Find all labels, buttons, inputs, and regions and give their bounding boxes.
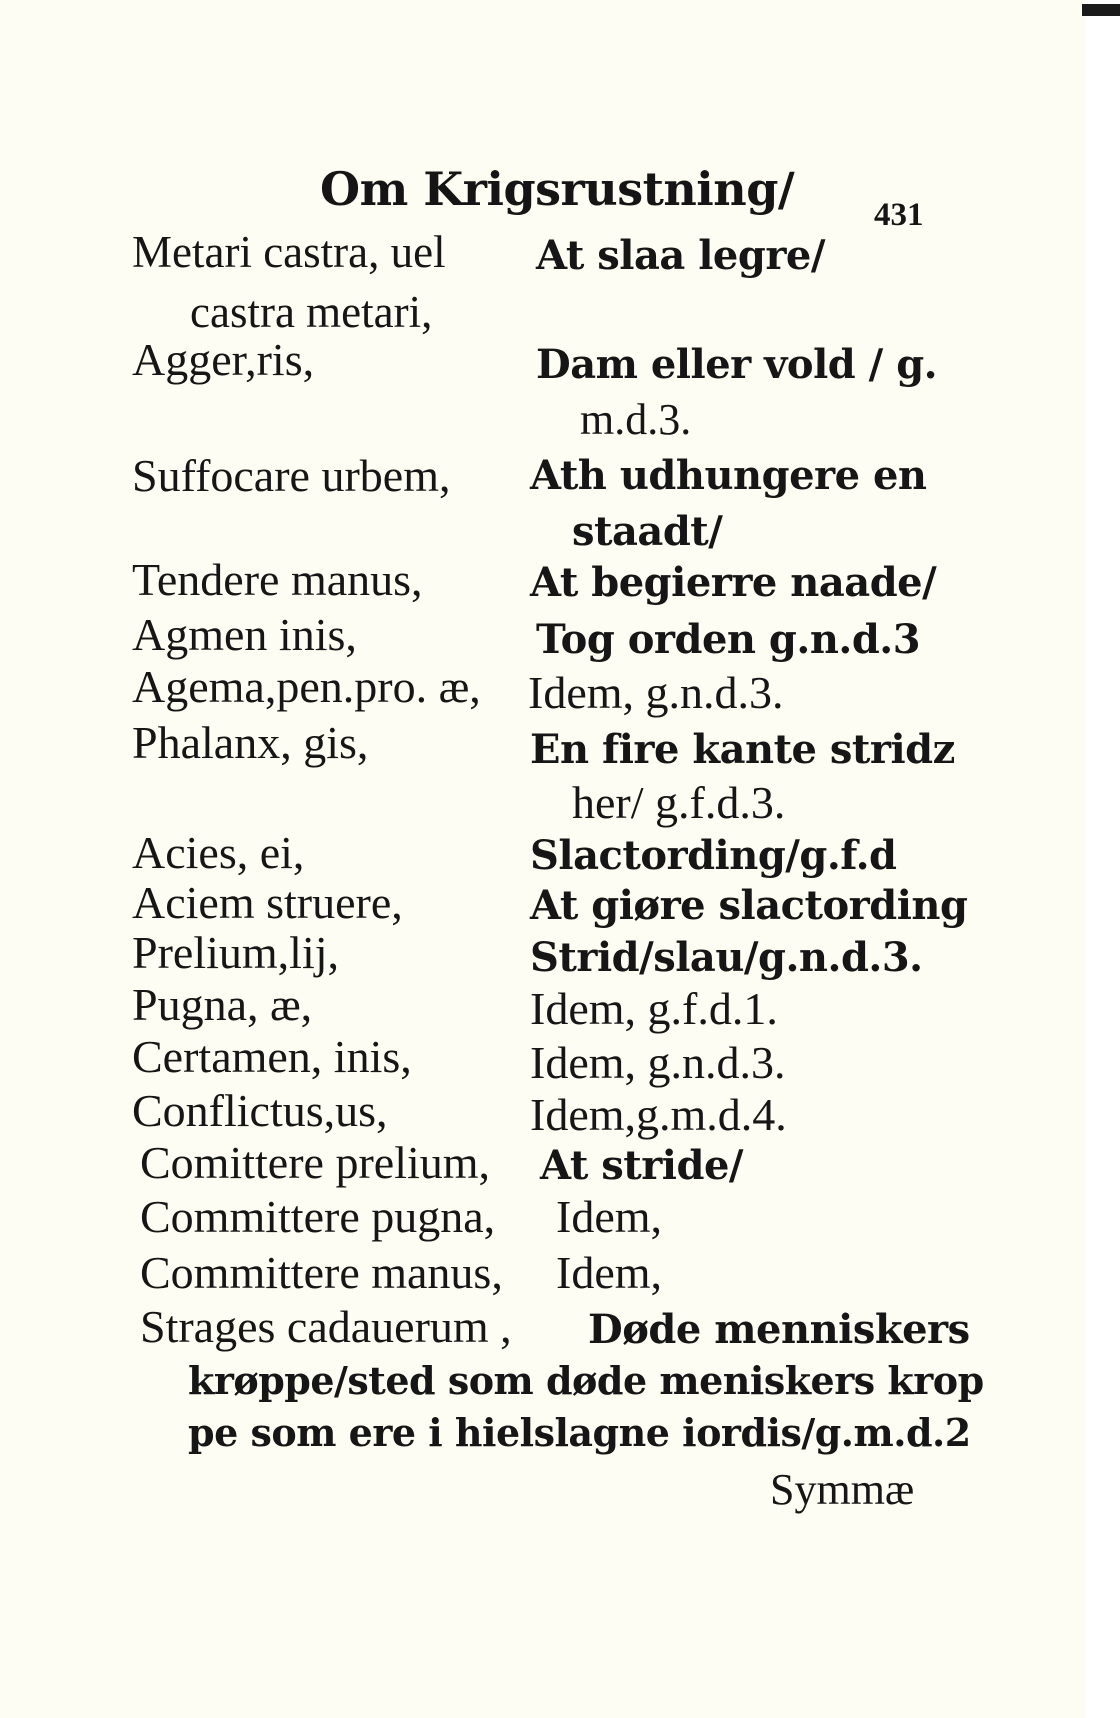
danish-gloss: Strid/slau/g.n.d.3. <box>530 934 923 981</box>
danish-gloss: At begierre naade/ <box>530 559 937 606</box>
danish-gloss: Ath udhungere en <box>530 452 927 499</box>
danish-gloss: Idem,g.m.d.4. <box>530 1089 787 1140</box>
danish-gloss: Tog orden g.n.d.3 <box>536 616 921 663</box>
running-head-title: Om Krigsrustning/ <box>320 162 795 216</box>
latin-term: Agema,pen.pro. æ, <box>132 661 481 712</box>
page-number: 431 <box>874 197 924 233</box>
danish-gloss: Slactording/g.f.d <box>530 832 897 879</box>
danish-gloss: At slaa legre/ <box>536 232 825 279</box>
danish-gloss: Idem, g.n.d.3. <box>530 1037 786 1088</box>
latin-term: Metari castra, uel <box>132 227 446 277</box>
danish-gloss: At giøre slactording <box>530 882 968 929</box>
latin-term: Pugna, æ, <box>132 979 313 1030</box>
danish-gloss-continuation: m.d.3. <box>580 395 692 444</box>
latin-term: Certamen, inis, <box>132 1031 412 1082</box>
danish-gloss: Døde menniskers <box>588 1306 970 1353</box>
latin-term: Conflictus,us, <box>132 1085 388 1136</box>
latin-term: Comittere prelium, <box>140 1137 491 1188</box>
danish-gloss: Idem, <box>556 1247 663 1298</box>
danish-gloss: Dam eller vold / g. <box>536 341 938 388</box>
danish-gloss: Idem, g.f.d.1. <box>530 983 778 1034</box>
danish-gloss: Idem, g.n.d.3. <box>528 667 784 718</box>
danish-gloss-continuation: pe som ere i hielslagne iordis/g.m.d.2 <box>188 1410 971 1455</box>
catchword: Symmæ <box>770 1465 915 1514</box>
danish-gloss-continuation: staadt/ <box>572 508 723 555</box>
scan-edge-mark <box>1082 4 1120 16</box>
latin-term: Acies, ei, <box>132 827 305 878</box>
latin-term: Phalanx, gis, <box>132 717 369 768</box>
danish-gloss: En fire kante stridz <box>530 726 955 773</box>
latin-term: castra metari, <box>190 287 433 337</box>
latin-term: Strages cadauerum , <box>140 1301 512 1352</box>
danish-gloss-continuation: krøppe/sted som døde meniskers krop <box>188 1358 984 1403</box>
page-edge <box>1086 0 1120 1718</box>
danish-gloss: At stride/ <box>540 1142 744 1189</box>
latin-term: Committere pugna, <box>140 1191 496 1242</box>
latin-term: Prelium,lij, <box>132 927 339 978</box>
latin-term: Agger,ris, <box>132 334 315 385</box>
latin-term: Aciem struere, <box>132 877 403 928</box>
latin-term: Agmen inis, <box>132 609 357 660</box>
latin-term: Committere manus, <box>140 1247 503 1298</box>
danish-gloss-continuation: her/ g.f.d.3. <box>572 777 786 828</box>
danish-gloss: Idem, <box>556 1191 663 1242</box>
latin-term: Suffocare urbem, <box>132 450 451 501</box>
latin-term: Tendere manus, <box>132 554 423 605</box>
